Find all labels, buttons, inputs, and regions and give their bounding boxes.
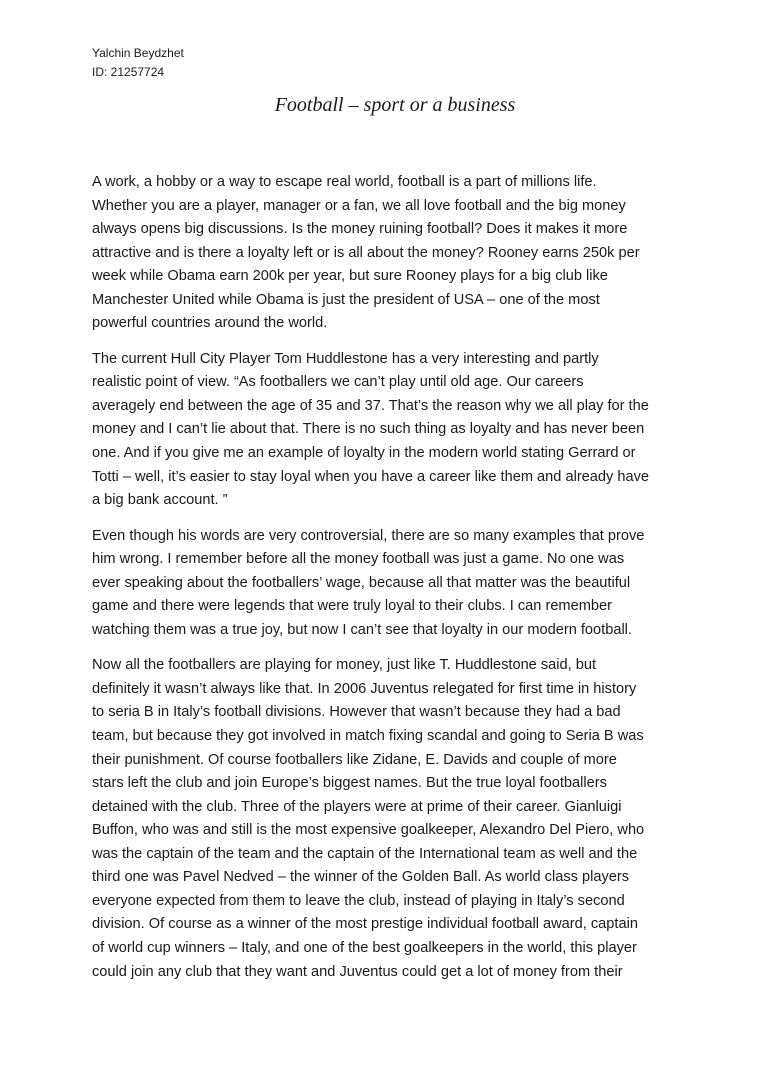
text-line: watching them was a true joy, but now I can’t see that loyalty in our modern football. bbox=[92, 621, 632, 638]
text-line: could join any club that they want and Juventus could get a lot of money from their bbox=[92, 963, 623, 980]
text-line: A work, a hobby or a way to escape real world, football is a part of millions life. bbox=[92, 174, 597, 190]
text-line: week while Obama earn 200k per year, but sure Rooney plays for a big club like bbox=[92, 268, 608, 285]
text-line: to seria B in Italy’s football divisions. However that wasn’t because they had a bad bbox=[92, 704, 621, 721]
text-line: Now all the footballers are playing for money, just like T. Huddlestone said, but bbox=[92, 657, 597, 674]
text-line: averagely end between the age of 35 and 37. That’s the reason why we all play for the bbox=[92, 397, 649, 414]
student-id: ID: 21257724 bbox=[92, 65, 165, 79]
text-line: ever speaking about the footballers’ wage, because all that matter was the beautiful bbox=[92, 574, 631, 591]
text-line: of world cup winners – Italy, and one of the best goalkeepers in the world, this player bbox=[92, 939, 637, 956]
text-line: money and I can’t lie about that. There is no such thing as loyalty and has never been bbox=[92, 421, 645, 438]
essay-body bbox=[92, 171, 682, 996]
text-line: everyone expected from them to leave the club, instead of playing in Italy’s second bbox=[92, 892, 625, 909]
text-line: realistic point of view. “As footballers we can’t play until old age. Our careers bbox=[92, 374, 584, 391]
text-line: was the captain of the team and the captain of the International team as well and the bbox=[92, 845, 638, 862]
text-line: division. Of course as a winner of the most prestige individual football award, captain bbox=[92, 916, 638, 933]
text-line: detained with the club. Three of the players were at prime of their career. Gianluigi bbox=[92, 798, 622, 815]
text-line: game and there were legends that were truly loyal to their clubs. I can remember bbox=[92, 598, 612, 615]
text-line: attractive and is there a loyalty left or is all about the money? Rooney earns 250k per bbox=[92, 244, 640, 261]
text-line: stars left the club and join Europe’s biggest names. But the true loyal footballers bbox=[92, 775, 607, 792]
text-line: him wrong. I remember before all the money football was just a game. No one was bbox=[92, 551, 625, 568]
author-name: Yalchin Beydzhet bbox=[92, 46, 184, 60]
essay-title: Football – sport or a business bbox=[274, 94, 516, 116]
text-line: Manchester United while Obama is just the president of USA – one of the most bbox=[92, 291, 600, 308]
text-line: Totti – well, it’s easier to stay loyal when you have a career like them and already have bbox=[92, 468, 650, 485]
text-line: Whether you are a player, manager or a fan, we all love football and the big money bbox=[92, 197, 626, 214]
author-header bbox=[92, 44, 184, 82]
text-line: powerful countries around the world. bbox=[92, 315, 328, 332]
text-line: Even though his words are very controversial, there are so many examples that prove bbox=[92, 527, 645, 544]
text-line: definitely it wasn’t always like that. In 2006 Juventus relegated for first time in history bbox=[92, 680, 637, 697]
text-line: their punishment. Of course footballers like Zidane, E. Davids and couple of more bbox=[92, 751, 617, 768]
paragraph-4 bbox=[92, 654, 682, 984]
text-line: The current Hull City Player Tom Huddlestone has a very interesting and partly bbox=[92, 350, 599, 367]
paragraph-3 bbox=[92, 525, 682, 643]
text-line: a big bank account. ” bbox=[92, 492, 228, 509]
paragraph-2 bbox=[92, 348, 682, 513]
text-line: Buffon, who was and still is the most expensive goalkeeper, Alexandro Del Piero, who bbox=[92, 822, 645, 839]
text-line: one. And if you give me an example of loyalty in the modern world stating Gerrard or bbox=[92, 445, 636, 462]
text-line: always opens big discussions. Is the money ruining football? Does it makes it more bbox=[92, 221, 628, 238]
text-line: third one was Pavel Nedved – the winner of the Golden Ball. As world class players bbox=[92, 869, 630, 886]
paragraph-1 bbox=[92, 171, 682, 336]
text-line: team, but because they got involved in match fixing scandal and going to Seria B was bbox=[92, 728, 644, 745]
